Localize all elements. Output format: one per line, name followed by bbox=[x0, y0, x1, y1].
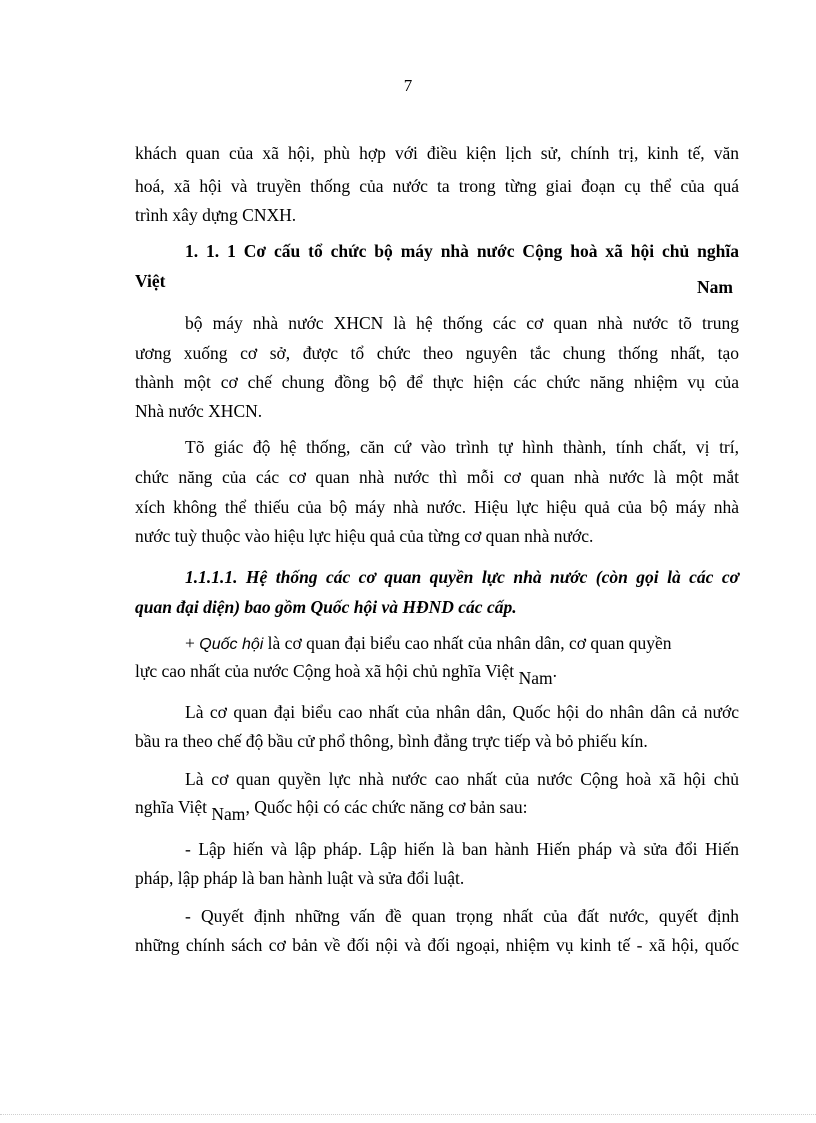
paragraph-line: ương xuống cơ sở, được tổ chức theo nguyên tắc chung thống nhất, tạo bbox=[135, 343, 739, 363]
paragraph-line: Là cơ quan quyền lực nhà nước cao nhất của nước Cộng hoà xã hội chủ bbox=[185, 769, 739, 789]
paragraph-line: pháp, lập pháp là ban hành luật và sửa đổi luật. bbox=[135, 868, 465, 888]
paragraph-line: trình xây dựng CNXH. bbox=[135, 205, 297, 225]
section-heading: Việt bbox=[135, 271, 166, 291]
page-number: 7 bbox=[403, 76, 413, 95]
paragraph-line: xích không thể thiếu của bộ máy nhà nước. Hiệu lực hiệu quả của bộ máy nhà bbox=[135, 497, 739, 517]
paragraph-line bbox=[135, 660, 739, 688]
italic-term: Quốc hội bbox=[199, 636, 264, 653]
text-run: là cơ quan đại biểu cao nhất của nhân dân, cơ quan quyền bbox=[263, 633, 672, 653]
paragraph-line: khách quan của xã hội, phù hợp với điều kiện lịch sử, chính trị, kinh tế, văn bbox=[135, 143, 739, 163]
paragraph-line: nước tuỳ thuộc vào hiệu lực hiệu quả của từng cơ quan nhà nước. bbox=[135, 526, 594, 546]
paragraph-line: chức năng của các cơ quan nhà nước thì mỗi cơ quan nhà nước là một mắt bbox=[135, 467, 739, 487]
paragraph-line bbox=[135, 796, 739, 824]
paragraph-line: - Lập hiến và lập pháp. Lập hiến là ban hành Hiến pháp và sửa đổi Hiến bbox=[185, 839, 739, 859]
paragraph-line: Tõ giác độ hệ thống, căn cứ vào trình tự hình thành, tính chất, vị trí, bbox=[185, 437, 739, 457]
text-run: , Quốc hội có các chức năng cơ bản sau: bbox=[245, 797, 528, 817]
text-run: lực cao nhất của nước Cộng hoà xã hội chủ nghĩa Việt bbox=[135, 661, 519, 681]
paragraph-line: bộ máy nhà nước XHCN là hệ thống các cơ quan nhà nước tõ trung bbox=[185, 313, 739, 333]
section-heading: 1. 1. 1 Cơ cấu tổ chức bộ máy nhà nước Cộng hoà xã hội chủ nghĩa bbox=[185, 241, 739, 261]
paragraph-line bbox=[185, 632, 739, 656]
text-run: nghĩa Việt bbox=[135, 797, 212, 817]
page-edge-divider bbox=[0, 1114, 816, 1115]
paragraph-line: những chính sách cơ bản về đối nội và đối ngoại, nhiệm vụ kinh tế - xã hội, quốc bbox=[135, 935, 739, 955]
paragraph-line: hoá, xã hội và truyền thống của nước ta trong từng giai đoạn cụ thể của quá bbox=[135, 176, 739, 196]
text-run: Nam bbox=[211, 804, 246, 824]
text-run: . bbox=[552, 661, 557, 681]
section-heading: Nam bbox=[697, 277, 733, 297]
paragraph-line: Là cơ quan đại biểu cao nhất của nhân dân, Quốc hội do nhân dân cả nước bbox=[185, 702, 739, 722]
paragraph-line: bầu ra theo chế độ bầu cử phổ thông, bình đẳng trực tiếp và bỏ phiếu kín. bbox=[135, 731, 648, 751]
paragraph-line: Nhà nước XHCN. bbox=[135, 401, 263, 421]
paragraph-line: - Quyết định những vấn đề quan trọng nhất của đất nước, quyết định bbox=[185, 906, 739, 926]
subsection-heading: 1.1.1.1. Hệ thống các cơ quan quyền lực nhà nước (còn gọi là các cơ bbox=[185, 567, 739, 587]
text-run: + bbox=[185, 633, 200, 653]
text-run: Nam bbox=[518, 668, 553, 688]
subsection-heading: quan đại diện) bao gồm Quốc hội và HĐND các cấp. bbox=[135, 597, 517, 617]
paragraph-line: thành một cơ chế chung đồng bộ để thực hiện các chức năng nhiệm vụ của bbox=[135, 372, 739, 392]
